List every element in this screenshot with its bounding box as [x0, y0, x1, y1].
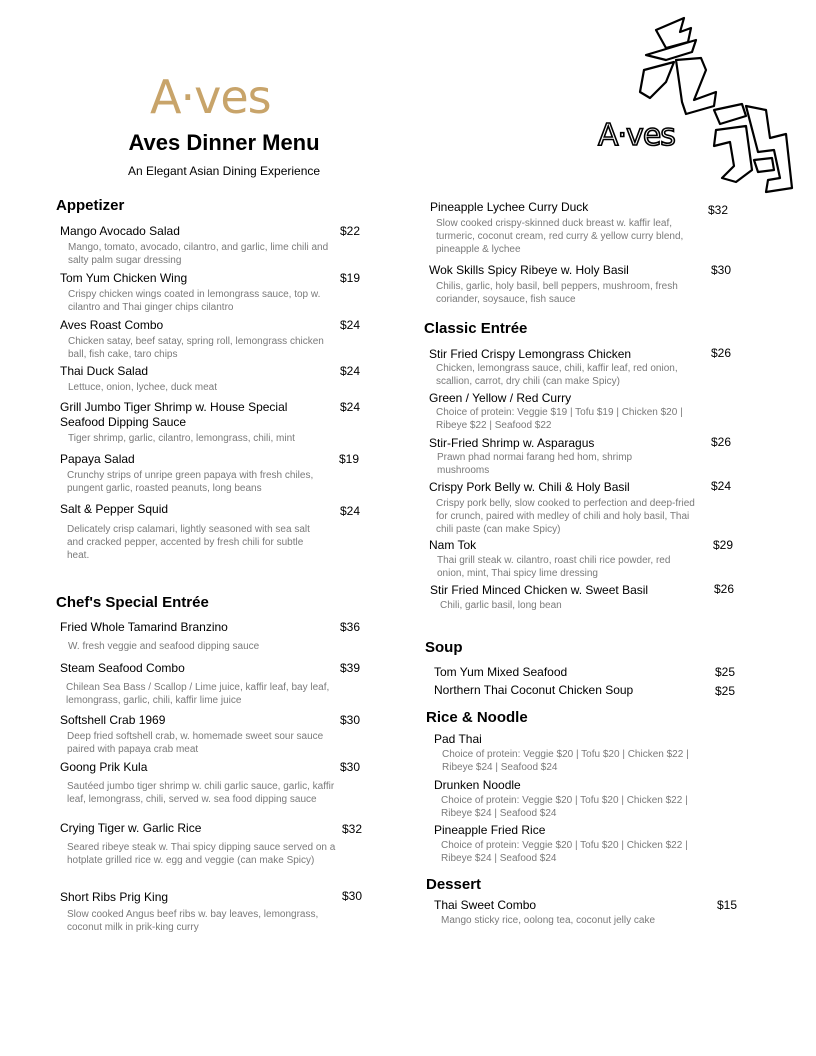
- menu-item: [430, 582, 735, 612]
- menu-item: [60, 620, 361, 653]
- item-name: Stir Fried Minced Chicken w. Sweet Basil: [430, 583, 649, 597]
- item-name: Tom Yum Mixed Seafood: [434, 665, 568, 679]
- item-desc: Mango, tomato, avocado, cilantro, and garlic, lime chili and salty palm sugar dressing: [68, 242, 329, 266]
- item-desc: Chilean Sea Bass / Scallop / Lime juice, kaffir leaf, bay leaf, lemongrass, garlic, chili, kaffir lime juice: [66, 682, 330, 706]
- calligraphy-logo: [596, 10, 801, 195]
- item-name: Steam Seafood Combo: [60, 661, 185, 675]
- menu-item: [60, 821, 363, 867]
- item-name: Crying Tiger w. Garlic Rice: [60, 821, 202, 835]
- menu-item: [434, 898, 738, 927]
- item-price: $24: [340, 364, 361, 378]
- item-price: $32: [342, 822, 363, 836]
- item-price: $15: [717, 898, 738, 912]
- item-name: Goong Prik Kula: [60, 760, 148, 774]
- item-desc: Choice of protein: Veggie $20 | Tofu $20 | Chicken $22 | Ribeye $24 | Seafood $24: [441, 840, 688, 864]
- item-name: Stir-Fried Shrimp w. Asparagus: [429, 436, 595, 450]
- item-desc: Slow cooked crispy-skinned duck breast w. kaffir leaf, turmeric, coconut cream, red curry & yellow curry blend, pineapple & lychee: [436, 218, 684, 255]
- logo-right-text: A·ves: [598, 118, 675, 153]
- item-price: $26: [714, 582, 735, 596]
- brand-logo: A·ves: [150, 70, 271, 124]
- item-desc: Seared ribeye steak w. Thai spicy dipping sauce served on a hotplate grilled rice w. egg and veggie (can make Spicy): [67, 842, 336, 866]
- item-desc: Chicken, lemongrass sauce, chili, kaffir leaf, red onion, scallion, carrot, dry chili (can make Spicy): [436, 363, 678, 387]
- menu-item: [60, 452, 360, 495]
- menu-item: [429, 263, 732, 306]
- menu-item: [60, 318, 361, 361]
- item-price: $19: [339, 452, 360, 466]
- item-name: Crispy Pork Belly w. Chili & Holy Basil: [429, 480, 630, 494]
- menu-item: [60, 889, 363, 934]
- item-desc: Crispy chicken wings coated in lemongrass sauce, top w. cilantro and Thai ginger chips cilantro: [68, 289, 321, 313]
- item-desc: Choice of protein: Veggie $19 | Tofu $19 | Chicken $20 | Ribeye $22 | Seafood $22: [436, 407, 683, 431]
- item-name: Thai Sweet Combo: [434, 898, 537, 912]
- section-title-appetizer: Appetizer: [56, 197, 125, 214]
- item-price: $19: [340, 271, 361, 285]
- item-price: $30: [340, 760, 361, 774]
- item-desc: Mango sticky rice, oolong tea, coconut jelly cake: [441, 915, 655, 926]
- menu-item: [60, 661, 361, 707]
- menu-item: [434, 732, 704, 774]
- item-name: Salt & Pepper Squid: [60, 502, 169, 516]
- item-price: $24: [340, 400, 361, 414]
- section-title-classic: Classic Entrée: [424, 320, 528, 337]
- menu-item: [60, 271, 361, 314]
- item-price: $30: [340, 713, 361, 727]
- item-desc: Sautéed jumbo tiger shrimp w. chili garlic sauce, garlic, kaffir leaf, lemongrass, chili, served w. sea food dipping sauce: [67, 781, 335, 805]
- item-desc: Crispy pork belly, slow cooked to perfection and deep-fried for crunch, paired with medley of chili and holy basil, Thai chili paste (can make Spicy): [436, 498, 695, 535]
- item-name: Drunken Noodle: [434, 778, 521, 792]
- item-name: Wok Skills Spicy Ribeye w. Holy Basil: [429, 263, 629, 277]
- item-name: Mango Avocado Salad: [60, 224, 180, 238]
- menu-item: [429, 538, 734, 580]
- page-title: Aves Dinner Menu: [128, 130, 320, 155]
- item-name: Tom Yum Chicken Wing: [60, 271, 188, 285]
- page-subtitle: An Elegant Asian Dining Experience: [127, 164, 321, 178]
- item-price: $25: [715, 665, 736, 679]
- item-name: Thai Duck Salad: [60, 364, 149, 378]
- item-desc: Delicately crisp calamari, lightly seasoned with sea salt and cracked pepper, accented by fresh chili for subtle heat.: [67, 524, 310, 561]
- menu-item: [60, 502, 361, 562]
- item-desc: Prawn phad normai farang hed hom, shrimp mushrooms: [437, 452, 633, 476]
- item-desc: Choice of protein: Veggie $20 | Tofu $20 | Chicken $22 | Ribeye $24 | Seafood $24: [441, 795, 688, 819]
- item-name: Papaya Salad: [60, 452, 135, 466]
- item-name: Short Ribs Prig King: [60, 890, 169, 904]
- item-name: Stir Fried Crispy Lemongrass Chicken: [429, 347, 632, 361]
- item-price: $36: [340, 620, 361, 634]
- item-price: $39: [340, 661, 361, 675]
- menu-item: [60, 713, 361, 756]
- menu-item: [429, 391, 699, 432]
- item-price: $26: [711, 346, 732, 360]
- menu-item: [60, 224, 361, 267]
- item-desc: W. fresh veggie and seafood dipping sauce: [68, 641, 260, 652]
- item-name: Northern Thai Coconut Chicken Soup: [434, 683, 634, 697]
- item-desc: Crunchy strips of unripe green papaya with fresh chiles, pungent garlic, roasted peanuts, long beans: [67, 470, 314, 494]
- item-desc: Tiger shrimp, garlic, cilantro, lemongrass, chili, mint: [68, 433, 295, 444]
- menu-item: [429, 479, 732, 536]
- item-desc: Chili, garlic basil, long bean: [440, 600, 562, 611]
- item-price: $32: [708, 203, 729, 217]
- menu-item: [434, 683, 736, 698]
- menu-item: [434, 778, 704, 820]
- item-name: Aves Roast Combo: [60, 318, 164, 332]
- item-name: Pineapple Fried Rice: [434, 823, 546, 837]
- section-title-rice-noodle: Rice & Noodle: [426, 709, 528, 726]
- item-desc: Choice of protein: Veggie $20 | Tofu $20 | Chicken $22 | Ribeye $24 | Seafood $24: [442, 749, 689, 773]
- item-price: $30: [342, 889, 363, 903]
- item-desc: Slow cooked Angus beef ribs w. bay leaves, lemongrass, coconut milk in prik-king curry: [67, 909, 319, 933]
- menu-item: [60, 400, 361, 445]
- item-name: Pad Thai: [434, 732, 482, 746]
- item-desc: Lettuce, onion, lychee, duck meat: [68, 382, 217, 393]
- section-title-dessert: Dessert: [426, 876, 482, 893]
- section-title-chefs-special: Chef's Special Entrée: [56, 594, 209, 611]
- item-price: $29: [713, 538, 734, 552]
- item-price: $22: [340, 224, 361, 238]
- item-desc: Deep fried softshell crab, w. homemade sweet sour sauce paired with papaya crab meat: [67, 731, 324, 755]
- item-price: $26: [711, 435, 732, 449]
- menu-item: [430, 200, 729, 256]
- item-name: Softshell Crab 1969: [60, 713, 166, 727]
- item-name: Green / Yellow / Red Curry: [429, 391, 572, 405]
- item-desc: Chilis, garlic, holy basil, bell peppers, mushroom, fresh coriander, soysauce, fish sauce: [436, 281, 678, 305]
- item-name: Pineapple Lychee Curry Duck: [430, 200, 589, 214]
- item-desc: Chicken satay, beef satay, spring roll, lemongrass chicken ball, fish cake, taro chips: [68, 336, 324, 360]
- item-price: $24: [340, 318, 361, 332]
- item-name: Fried Whole Tamarind Branzino: [60, 620, 228, 634]
- menu-item: [434, 665, 736, 680]
- menu-item: [60, 760, 361, 806]
- menu-item: [429, 346, 732, 388]
- item-price: $30: [711, 263, 732, 277]
- item-price: $24: [340, 504, 361, 518]
- menu-item: [429, 435, 732, 477]
- item-name: Grill Jumbo Tiger Shrimp w. House Special Seafood Dipping Sauce: [60, 400, 288, 429]
- item-desc: Thai grill steak w. cilantro, roast chili rice powder, red onion, mint, Thai spicy lime dressing: [437, 555, 671, 579]
- item-name: Nam Tok: [429, 538, 477, 552]
- section-title-soup: Soup: [425, 639, 463, 656]
- menu-item: [60, 364, 361, 394]
- item-price: $24: [711, 479, 732, 493]
- item-price: $25: [715, 684, 736, 698]
- menu-item: [434, 823, 704, 865]
